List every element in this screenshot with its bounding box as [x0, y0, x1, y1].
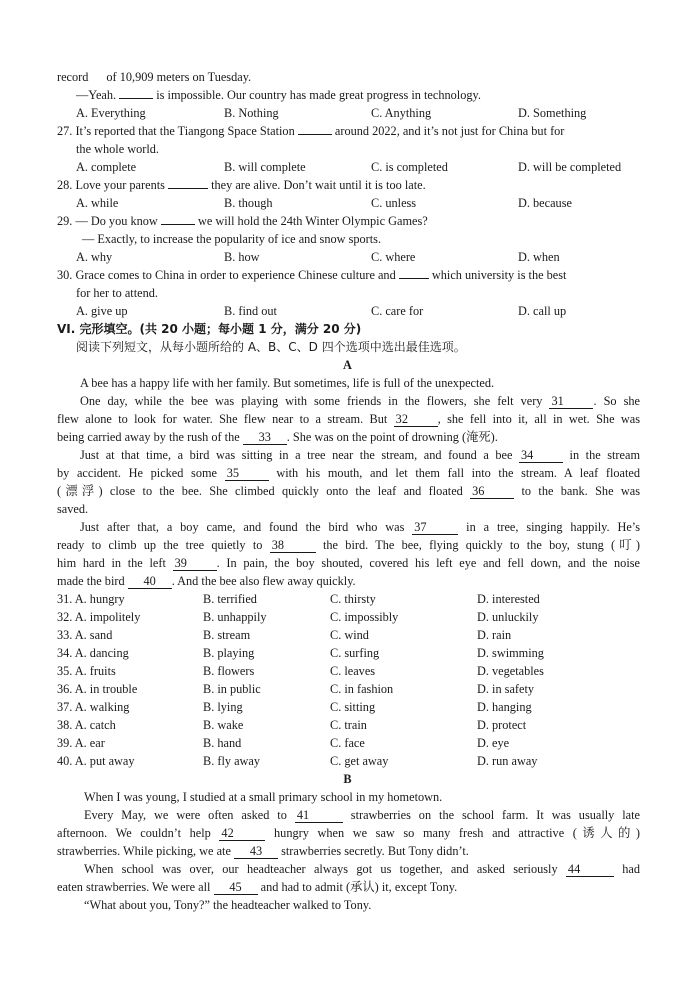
text-line: record of 10,909 meters on Tuesday. — [57, 70, 252, 84]
option-c[interactable]: C. is completed — [371, 160, 448, 174]
option-a[interactable]: A. walking — [74, 700, 130, 714]
passage-a-line: Just at that time, a bird was sitting in a tree near the stream, and found a bee 34 in the stream — [80, 448, 641, 462]
option-d[interactable]: D. protect — [477, 718, 527, 732]
question-number: 34. A. dancing — [57, 646, 129, 660]
passage-a-line: him hard in the left 39 . In pain, the boy shouted, covered his left eye and fell down, and the noise — [57, 556, 640, 570]
option-c[interactable]: C. wind — [330, 628, 369, 642]
option-b[interactable]: B. wake — [203, 718, 244, 732]
option-a[interactable]: A. put away — [74, 754, 135, 768]
passage-b-line: strawberries. While picking, we ate 43 strawberries secretly. But Tony didn’t. — [57, 844, 469, 858]
blank-35[interactable]: 35 — [225, 467, 269, 481]
option-a[interactable]: A. why — [76, 250, 113, 264]
option-c[interactable]: C. in fashion — [330, 682, 394, 696]
section-instruction: 阅读下列短文，从每小题所给的 A、B、C、D 四个选项中选出最佳选项。 — [76, 340, 466, 354]
answer-blank[interactable] — [119, 98, 153, 99]
option-b[interactable]: B. though — [224, 196, 273, 210]
option-b[interactable]: B. hand — [203, 736, 242, 750]
blank-44[interactable]: 44 — [566, 863, 614, 877]
option-d[interactable]: D. when — [518, 250, 560, 264]
option-a[interactable]: A. ear — [74, 736, 105, 750]
passage-heading-a: A — [343, 358, 352, 372]
question-29-cont: — Exactly, to increase the popularity of ice and snow sports. — [82, 232, 382, 246]
passage-b-line: Every May, we were often asked to 41 strawberries on the school farm. It was usually late — [84, 808, 641, 822]
passage-a-paragraph-1: A bee has a happy life with her family. But sometimes, life is full of the unexpected. — [80, 376, 495, 390]
option-d[interactable]: D. unluckily — [477, 610, 539, 624]
option-c[interactable]: C. sitting — [330, 700, 376, 714]
question-number: 33. A. sand — [57, 628, 113, 642]
option-b[interactable]: B. will complete — [224, 160, 306, 174]
option-a[interactable]: A. fruits — [74, 664, 116, 678]
option-c[interactable]: C. care for — [371, 304, 424, 318]
option-b[interactable]: B. terrified — [203, 592, 257, 606]
blank-37[interactable]: 37 — [412, 521, 458, 535]
option-d[interactable]: D. rain — [477, 628, 512, 642]
option-b[interactable]: B. how — [224, 250, 260, 264]
text-line: —Yeah. is impossible. Our country has made great progress in technology. — [76, 88, 481, 102]
passage-heading-b: B — [343, 772, 352, 786]
blank-32[interactable]: 32 — [394, 413, 438, 427]
passage-a-line: saved. — [57, 502, 89, 516]
question-30: 30. Grace comes to China in order to experience Chinese culture and which university is the best — [57, 268, 567, 282]
question-number: 40. A. put away — [57, 754, 135, 768]
blank-40[interactable]: 40 — [128, 575, 172, 589]
passage-a-line: (漂浮) close to the bee. She climbed quickly onto the leaf and floated 36 to the bank. She was — [57, 484, 640, 498]
question-number: 37. A. walking — [57, 700, 130, 714]
passage-a-line: ready to climb up the tree quietly to 38 the bird. The bee, flying quickly to the boy, stung (叮) — [57, 538, 640, 552]
option-b[interactable]: B. unhappily — [203, 610, 267, 624]
option-a[interactable]: A. complete — [76, 160, 137, 174]
blank-38[interactable]: 38 — [270, 539, 316, 553]
option-c[interactable]: C. impossibly — [330, 610, 399, 624]
passage-b-line: When school was over, our headteacher always got us together, and asked seriously 44 had — [84, 862, 640, 876]
question-number: 39. A. ear — [57, 736, 105, 750]
option-a[interactable]: A. in trouble — [74, 682, 138, 696]
option-b[interactable]: B. fly away — [203, 754, 261, 768]
blank-36[interactable]: 36 — [470, 485, 514, 499]
option-c[interactable]: C. train — [330, 718, 367, 732]
option-b[interactable]: B. stream — [203, 628, 251, 642]
option-a[interactable]: A. dancing — [74, 646, 129, 660]
option-b[interactable]: B. flowers — [203, 664, 255, 678]
answer-blank[interactable] — [168, 188, 208, 189]
option-c[interactable]: C. get away — [330, 754, 389, 768]
option-b[interactable]: B. find out — [224, 304, 277, 318]
blank-31[interactable]: 31 — [549, 395, 593, 409]
option-b[interactable]: B. lying — [203, 700, 243, 714]
option-c[interactable]: C. thirsty — [330, 592, 376, 606]
blank-42[interactable]: 42 — [219, 827, 265, 841]
option-b[interactable]: B. playing — [203, 646, 255, 660]
option-b[interactable]: B. in public — [203, 682, 261, 696]
question-27: 27. It’s reported that the Tiangong Space Station around 2022, and it’s not just for China but for — [57, 124, 565, 138]
option-a[interactable]: A. while — [76, 196, 119, 210]
question-29: 29. — Do you know we will hold the 24th Winter Olympic Games? — [57, 214, 428, 228]
option-a[interactable]: A. give up — [76, 304, 128, 318]
option-c[interactable]: C. unless — [371, 196, 417, 210]
question-number: 32. A. impolitely — [57, 610, 141, 624]
question-28: 28. Love your parents they are alive. Don’t wait until it is too late. — [57, 178, 426, 192]
question-30-cont: for her to attend. — [76, 286, 158, 300]
passage-b-line: eaten strawberries. We were all 45 and had to admit (承认) it, except Tony. — [57, 880, 458, 894]
option-c[interactable]: C. face — [330, 736, 365, 750]
passage-b-line: “What about you, Tony?” the headteacher walked to Tony. — [84, 898, 372, 912]
option-a[interactable]: A. sand — [74, 628, 113, 642]
passage-b-line: afternoon. We couldn’t help 42 hungry when we saw so many fresh and attractive (诱人的) — [57, 826, 640, 840]
option-d[interactable]: D. eye — [477, 736, 510, 750]
option-c[interactable]: C. surfing — [330, 646, 380, 660]
option-d[interactable]: D. in safety — [477, 682, 535, 696]
passage-a-line: by accident. He picked some 35 with his mouth, and let them fall into the stream. A leaf floated — [57, 466, 641, 480]
option-b[interactable]: B. Nothing — [224, 106, 279, 120]
question-27-cont: the whole world. — [76, 142, 159, 156]
section-title: VI. 完形填空。(共 20 小题；每小题 1 分，满分 20 分) — [57, 322, 362, 336]
option-d[interactable]: D. run away — [477, 754, 538, 768]
option-c[interactable]: C. leaves — [330, 664, 376, 678]
option-d[interactable]: D. Something — [518, 106, 587, 120]
option-d[interactable]: D. hanging — [477, 700, 532, 714]
option-d[interactable]: D. will be completed — [518, 160, 622, 174]
option-d[interactable]: D. call up — [518, 304, 567, 318]
blank-41[interactable]: 41 — [295, 809, 343, 823]
option-c[interactable]: C. Anything — [371, 106, 432, 120]
blank-43[interactable]: 43 — [234, 845, 278, 859]
question-number: 35. A. fruits — [57, 664, 116, 678]
passage-a-line: Just after that, a boy came, and found the bird who was 37 in a tree, singing happily. He’s — [80, 520, 641, 534]
question-number: 36. A. in trouble — [57, 682, 138, 696]
answer-blank[interactable] — [298, 134, 332, 135]
option-d[interactable]: D. because — [518, 196, 572, 210]
blank-39[interactable]: 39 — [173, 557, 217, 571]
passage-b-paragraph-1: When I was young, I studied at a small primary school in my hometown. — [84, 790, 443, 804]
passage-a-line: being carried away by the rush of the 33 . She was on the point of drowning (淹死). — [57, 430, 498, 444]
passage-a-line: flew alone to look for water. She flew near to a stream. But 32 , she fell into it, all in wet. She was — [57, 412, 641, 426]
option-a[interactable]: A. Everything — [76, 106, 146, 120]
blank-34[interactable]: 34 — [519, 449, 563, 463]
answer-blank[interactable] — [161, 224, 195, 225]
option-a[interactable]: A. catch — [74, 718, 116, 732]
option-a[interactable]: A. hungry — [74, 592, 125, 606]
option-d[interactable]: D. vegetables — [477, 664, 544, 678]
question-number: 38. A. catch — [57, 718, 116, 732]
passage-a-line: made the bird 40 . And the bee also flew away quickly. — [57, 574, 356, 588]
question-number: 31. A. hungry — [57, 592, 125, 606]
blank-33[interactable]: 33 — [243, 431, 287, 445]
option-c[interactable]: C. where — [371, 250, 416, 264]
option-d[interactable]: D. interested — [477, 592, 540, 606]
passage-a-line: One day, while the bee was playing with some friends in the flowers, she felt very 31 . So she — [80, 394, 640, 408]
option-a[interactable]: A. impolitely — [74, 610, 141, 624]
option-d[interactable]: D. swimming — [477, 646, 544, 660]
blank-45[interactable]: 45 — [214, 881, 258, 895]
answer-blank[interactable] — [399, 278, 429, 279]
